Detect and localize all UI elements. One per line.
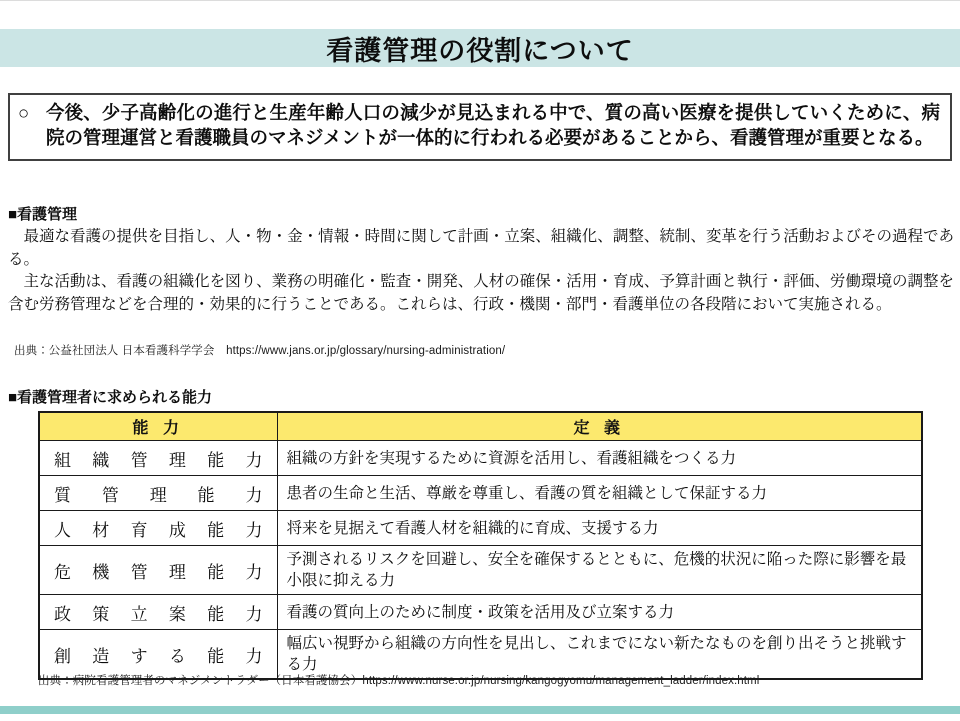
ability-cell: 人 材 育 成 能 力 [39, 511, 277, 546]
nursing-management-paragraph-2: 主な活動は、看護の組織化を図り、業務の明確化・監査・開発、人材の確保・活用・育成、予算計画と執行・評価、労働環境の調整を含む労務管理などを合理的・効果的に行うことである。これらは、行政・機関・部門・看護単位の各段階において実施される。 [8, 273, 954, 313]
ability-cell: 組 織 管 理 能 力 [39, 441, 277, 476]
ability-cell: 危 機 管 理 能 力 [39, 546, 277, 595]
definition-column-header: 定 義 [277, 412, 922, 441]
definition-cell: 予測されるリスクを回避し、安全を確保するとともに、危機的状況に陥った際に影響を最小限に抑える力 [277, 546, 922, 595]
source-citation-jans: 出典：公益社団法人 日本看護科学学会 https://www.jans.or.jp/glossary/nursing-administration/ [14, 345, 506, 357]
ability-table [38, 411, 923, 680]
table-row [39, 546, 922, 595]
circle-bullet-icon: ○ [18, 102, 30, 123]
summary-text: 今後、少子高齢化の進行と生産年齢人口の減少が見込まれる中で、質の高い医療を提供していくために、病院の管理運営と看護職員のマネジメントが一体的に行われる必要があることから、看護管理が重要となる。 [46, 102, 940, 148]
page-title: 看護管理の役割について [326, 35, 634, 66]
ability-cell: 創 造 す る 能 力 [39, 630, 277, 680]
section-heading-abilities: ■看護管理者に求められる能力 [8, 389, 213, 406]
definition-cell: 看護の質向上のために制度・政策を活用及び立案する力 [277, 595, 922, 630]
table-header-row [39, 412, 922, 441]
section-heading-nursing-management: ■看護管理 [8, 206, 78, 223]
summary-box [8, 93, 952, 161]
nursing-management-paragraph-1: 最適な看護の提供を目指し、人・物・金・情報・時間に関して計画・立案、組織化、調整、統制、変革を行う活動およびその過程である。 [8, 228, 954, 268]
page-title-bar [0, 29, 960, 67]
footer-accent-bar [0, 706, 960, 714]
definition-cell: 組織の方針を実現するために資源を活用し、看護組織をつくる力 [277, 441, 922, 476]
table-row [39, 441, 922, 476]
ability-cell: 政 策 立 案 能 力 [39, 595, 277, 630]
ability-column-header: 能 力 [39, 412, 277, 441]
definition-cell: 患者の生命と生活、尊厳を尊重し、看護の質を組織として保証する力 [277, 476, 922, 511]
table-row [39, 595, 922, 630]
definition-cell: 将来を見据えて看護人材を組織的に育成、支援する力 [277, 511, 922, 546]
ability-cell: 質 管 理 能 力 [39, 476, 277, 511]
definition-cell: 幅広い視野から組織の方向性を見出し、これまでにない新たなものを創り出そうと挑戦する力 [277, 630, 922, 680]
nursing-management-body [8, 226, 954, 316]
source-citation-ladder: 出典：病院看護管理者のマネジメントラダー（日本看護協会）https://www.nurse.or.jp/nursing/kangogyomu/management_ladder/index.html [38, 675, 760, 687]
table-row [39, 511, 922, 546]
ability-table-body [39, 441, 922, 680]
table-row [39, 476, 922, 511]
